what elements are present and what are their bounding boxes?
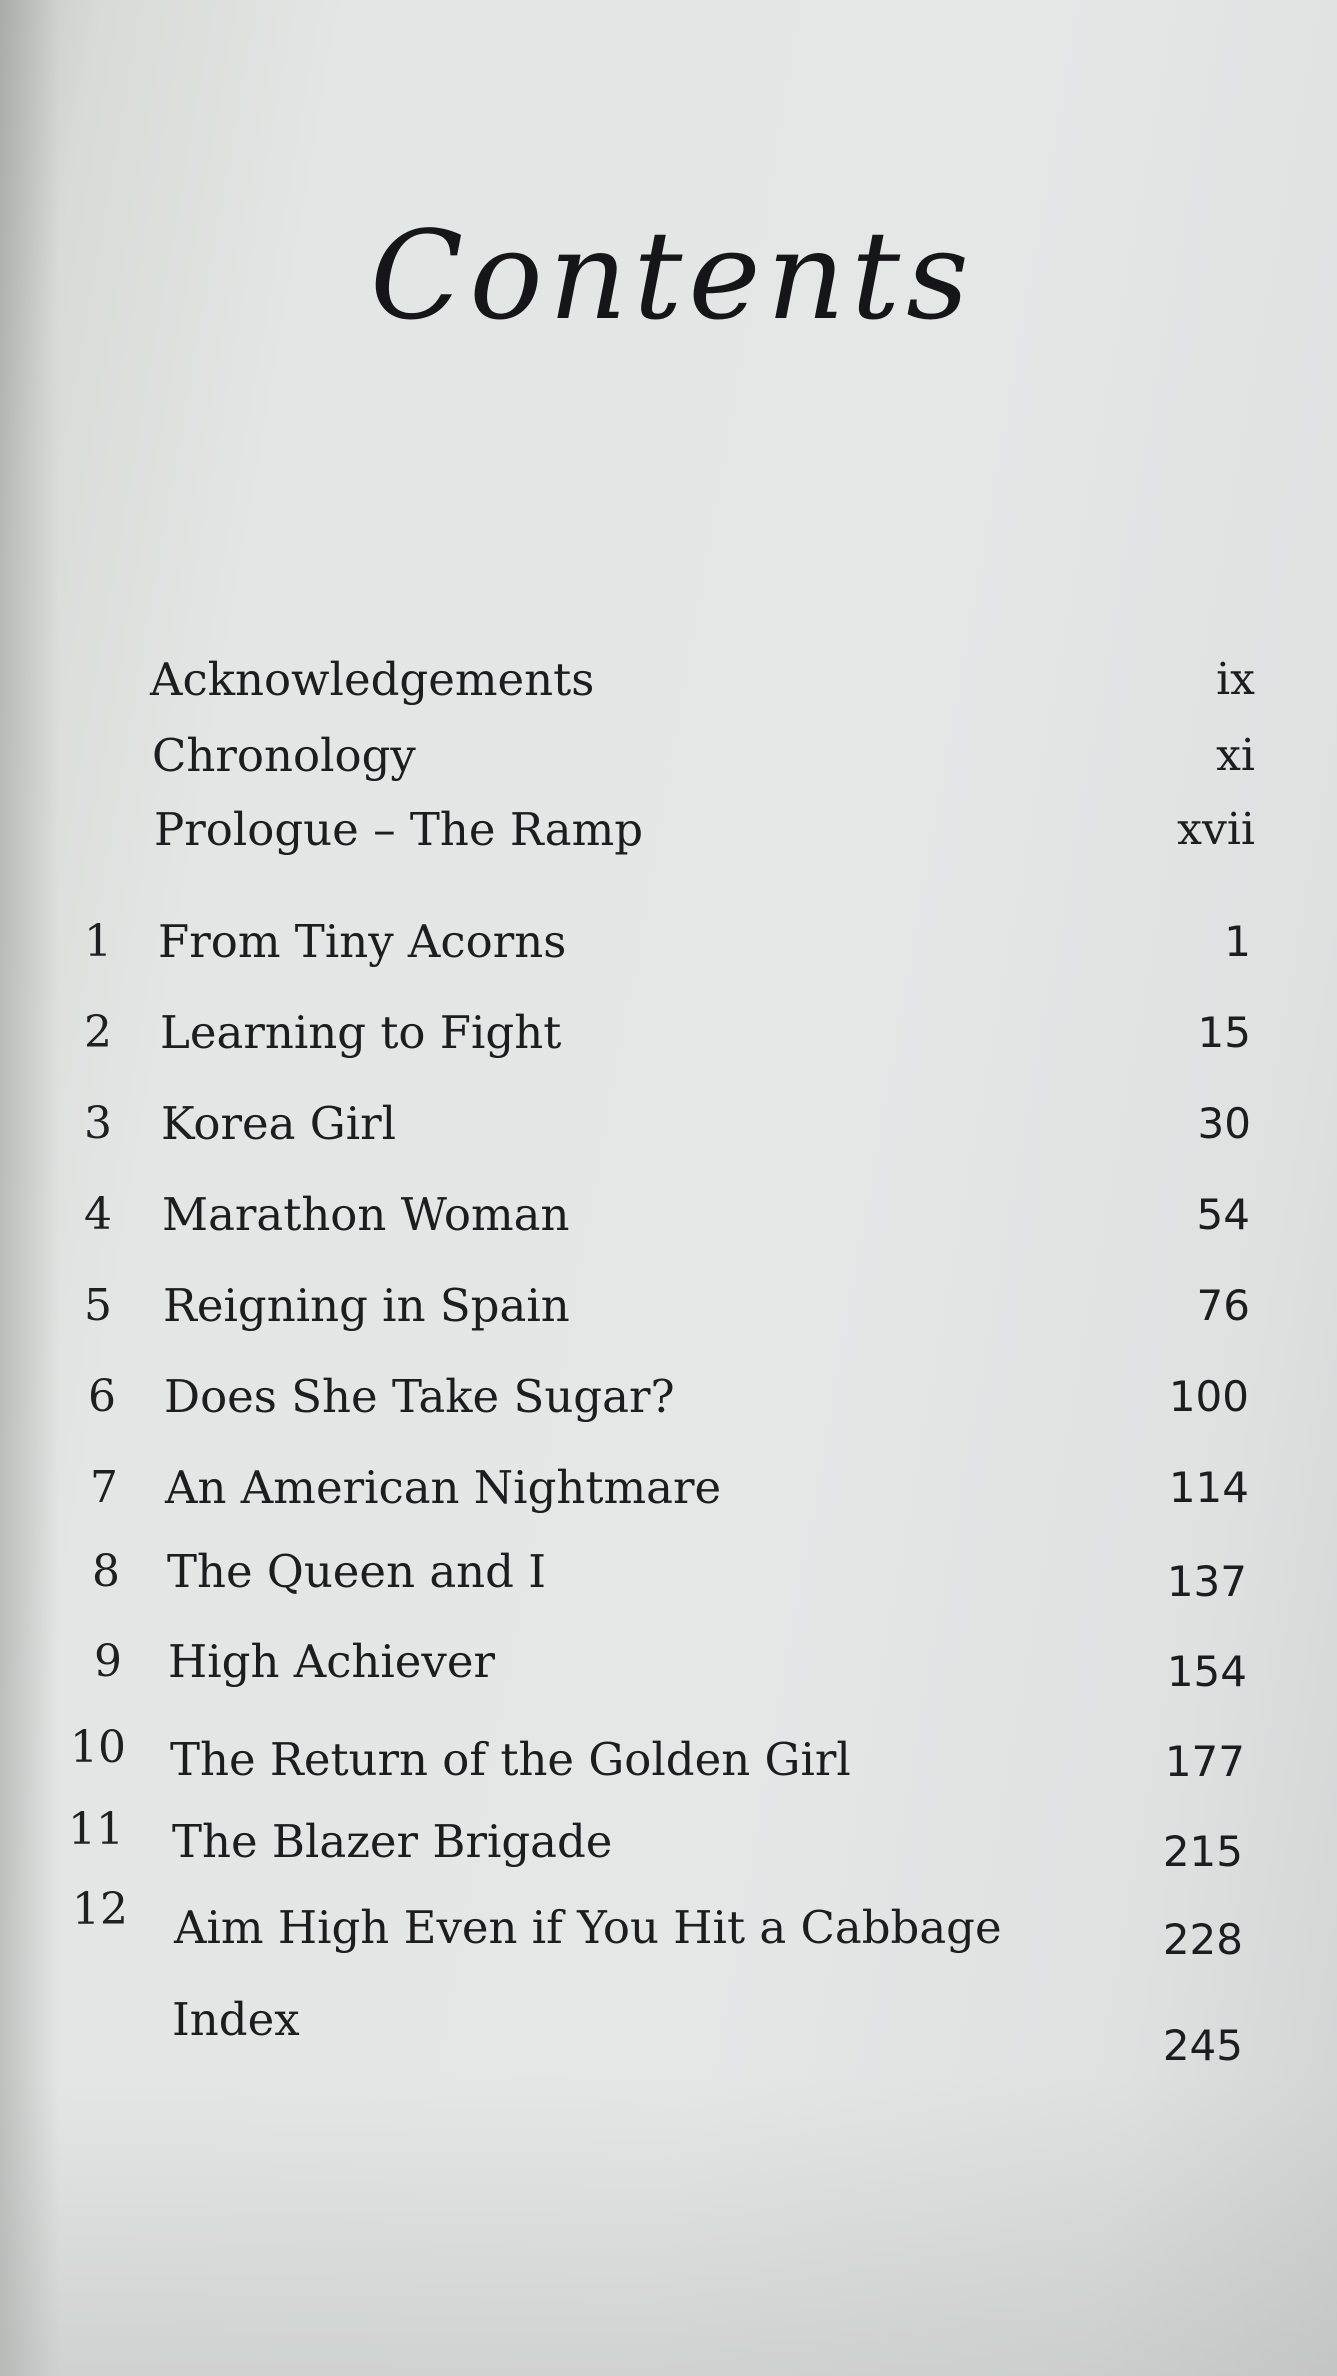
chapter-title: Reigning in Spain	[163, 1279, 570, 1332]
toc-entry-label: Chronology	[152, 729, 416, 782]
toc-chapter-11[interactable]	[0, 1800, 1337, 1876]
chapter-page: 15	[1197, 1008, 1251, 1057]
toc-entry-label: Index	[172, 1993, 300, 2046]
chapter-number: 2	[84, 1007, 112, 1058]
toc-chapter-6[interactable]	[0, 1367, 1337, 1437]
chapter-page: 54	[1196, 1190, 1250, 1239]
chapter-page: 76	[1196, 1281, 1250, 1330]
toc-entry-label: Prologue – The Ramp	[154, 803, 644, 856]
chapter-title: The Queen and I	[167, 1545, 547, 1598]
page-bottom-shade	[0, 2076, 1337, 2376]
chapter-page: 114	[1168, 1463, 1249, 1512]
chapter-title: An American Nightmare	[165, 1461, 722, 1514]
toc-entry-page: xvii	[1177, 804, 1255, 855]
chapter-number: 3	[84, 1098, 112, 1149]
chapter-title: The Return of the Golden Girl	[170, 1733, 851, 1786]
chapter-page: 137	[1166, 1557, 1247, 1606]
toc-chapter-4[interactable]	[0, 1185, 1337, 1255]
chapter-title: High Achiever	[168, 1635, 495, 1688]
toc-chapter-2[interactable]	[0, 1003, 1337, 1073]
toc-chapter-1[interactable]	[0, 912, 1337, 982]
toc-chapter-7[interactable]	[0, 1458, 1337, 1528]
chapter-title: Marathon Woman	[162, 1188, 570, 1241]
toc-chapter-9[interactable]	[0, 1632, 1337, 1702]
chapter-number: 12	[72, 1884, 128, 1935]
toc-entry-acknowledgements[interactable]	[0, 650, 1337, 720]
toc-entry-label: Acknowledgements	[150, 653, 595, 706]
chapter-page: 100	[1168, 1372, 1249, 1421]
toc-entry-page: xi	[1216, 730, 1255, 781]
chapter-page: 228	[1162, 1915, 1243, 1964]
toc-chapter-10[interactable]	[0, 1718, 1337, 1788]
chapter-number: 11	[68, 1804, 124, 1855]
chapter-number: 5	[84, 1280, 112, 1331]
toc-chapter-8[interactable]	[0, 1542, 1337, 1612]
chapter-page: 177	[1164, 1737, 1245, 1786]
chapter-number: 6	[88, 1371, 116, 1422]
chapter-number: 9	[94, 1636, 122, 1687]
chapter-title: Learning to Fight	[160, 1006, 562, 1059]
chapter-title: Korea Girl	[161, 1097, 397, 1150]
chapter-page: 30	[1197, 1099, 1251, 1148]
chapter-number: 10	[70, 1722, 126, 1773]
chapter-page: 154	[1166, 1647, 1247, 1696]
chapter-number: 4	[84, 1189, 112, 1240]
toc-chapter-5[interactable]	[0, 1276, 1337, 1346]
chapter-page: 1	[1224, 917, 1251, 966]
toc-chapter-3[interactable]	[0, 1094, 1337, 1164]
toc-entry-prologue[interactable]	[0, 800, 1337, 870]
chapter-title: Aim High Even if You Hit a Cabbage	[174, 1901, 1002, 1954]
chapter-number: 1	[84, 916, 112, 967]
page-title: Contents	[370, 205, 975, 347]
chapter-title: The Blazer Brigade	[172, 1815, 613, 1868]
chapter-title: Does She Take Sugar?	[164, 1370, 675, 1423]
toc-chapter-12[interactable]	[0, 1880, 1337, 1964]
toc-entry-index[interactable]	[0, 1990, 1337, 2070]
toc-entry-chronology[interactable]	[0, 726, 1337, 796]
chapter-page: 215	[1162, 1827, 1243, 1876]
chapter-number: 8	[92, 1546, 120, 1597]
chapter-title: From Tiny Acorns	[158, 915, 567, 968]
chapter-number: 7	[90, 1462, 118, 1513]
toc-entry-page: 245	[1162, 2021, 1243, 2070]
toc-entry-page: ix	[1216, 654, 1255, 705]
